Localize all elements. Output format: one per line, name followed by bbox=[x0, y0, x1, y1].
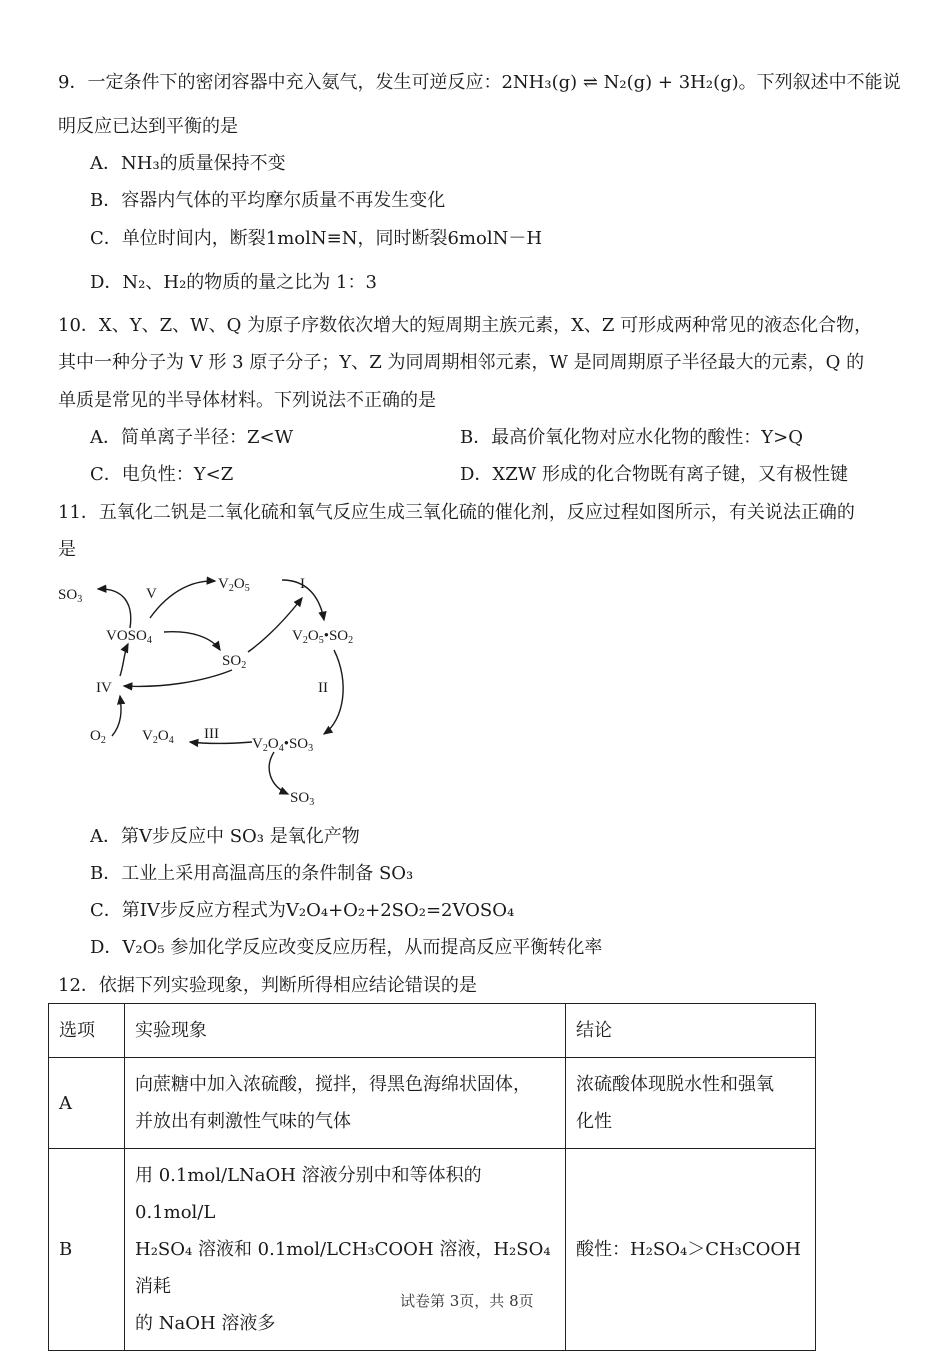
step-I: I bbox=[300, 576, 305, 592]
step-III: III bbox=[204, 726, 219, 742]
step-IV: IV bbox=[96, 680, 112, 696]
q10-option-a: A．简单离子半径：Z<W bbox=[90, 427, 294, 448]
row-b-phenomenon bbox=[125, 1149, 566, 1351]
label-v2o4: $V_2O_4$ bbox=[142, 728, 174, 746]
step-II: II bbox=[318, 680, 328, 696]
label-v2o5: $V_2O_5$ bbox=[218, 576, 250, 594]
table-row bbox=[49, 1149, 816, 1351]
header-phenomenon: 实验现象 bbox=[125, 1004, 566, 1058]
arrow-so2-to-iv bbox=[124, 670, 232, 686]
q12-stem: 12．依据下列实验现象，判断所得相应结论错误的是 bbox=[58, 975, 477, 996]
q11-option-d: D．V₂O₅ 参加化学反应改变反应历程，从而提高反应平衡转化率 bbox=[90, 937, 603, 958]
arrow-iv-to-vos bbox=[120, 644, 128, 676]
q11-stem-line2: 是 bbox=[58, 539, 76, 560]
q10-option-b: B．最高价氧化物对应水化物的酸性：Y>Q bbox=[460, 427, 803, 448]
q9-option-c: C．单位时间内，断裂1molN≡N，同时断裂6molN－H bbox=[90, 228, 543, 249]
label-so2: $SO_2$ bbox=[222, 653, 247, 671]
q9-stem-line2: 明反应已达到平衡的是 bbox=[58, 116, 238, 137]
q9-option-d: D．N₂、H₂的物质的量之比为 1：3 bbox=[90, 272, 377, 293]
row-b-option: B bbox=[49, 1149, 125, 1351]
label-v2o4-so3: $V_2O_4•SO_3$ bbox=[252, 736, 314, 754]
page-footer: 试卷第 3页，共 8页 bbox=[400, 1292, 534, 1310]
row-b-phenomenon-line3: 的 NaOH 溶液多 bbox=[135, 1313, 276, 1334]
q11-option-b: B．工业上采用高温高压的条件制备 SO₃ bbox=[90, 863, 414, 884]
row-b-phenomenon-line2: H₂SO₄ 溶液和 0.1mol/LCH₃COOH 溶液，H₂SO₄ 消耗 bbox=[135, 1239, 551, 1297]
row-a-phenomenon-line1: 向蔗糖中加入浓硫酸，搅拌，得黑色海绵状固体， bbox=[135, 1074, 531, 1095]
row-a-conclusion-line1: 浓硫酸体现脱水性和强氧 bbox=[576, 1074, 774, 1095]
q9-stem-line1 bbox=[58, 70, 901, 96]
q9-stem-part-a: 9．一定条件下的密闭容器中充入氨气，发生可逆反应： bbox=[58, 72, 502, 93]
q10-stem-line1: 10．X、Y、Z、W、Q 为原子序数依次增大的短周期主族元素，X、Z 可形成两种常见的液态化合物， bbox=[58, 315, 873, 336]
q9-option-a: A．NH₃的质量保持不变 bbox=[90, 153, 286, 174]
arrow-vos-to-v2o5 bbox=[150, 581, 215, 618]
row-a-conclusion bbox=[566, 1058, 816, 1149]
step-V: V bbox=[146, 586, 157, 602]
arrow-v2o4so3-to-so3 bbox=[269, 752, 288, 794]
label-o2: $O_2$ bbox=[90, 728, 106, 746]
q10-stem-line2: 其中一种分子为 V 形 3 原子分子；Y、Z 为同周期相邻元素，W 是同周期原子半径最大的元素，Q 的 bbox=[58, 352, 865, 373]
q10-stem-line3: 单质是常见的半导体材料。下列说法不正确的是 bbox=[58, 390, 436, 411]
table-row bbox=[49, 1058, 816, 1149]
q10-option-c: C．电负性：Y<Z bbox=[90, 464, 234, 485]
row-a-phenomenon-line2: 并放出有刺激性气味的气体 bbox=[135, 1111, 351, 1132]
row-b-conclusion: 酸性：H₂SO₄＞CH₃COOH bbox=[566, 1149, 816, 1351]
label-so3-bottom: $SO_3$ bbox=[290, 790, 315, 808]
row-a-phenomenon bbox=[125, 1058, 566, 1149]
catalytic-cycle-diagram bbox=[52, 572, 382, 812]
q9-option-b: B．容器内气体的平均摩尔质量不再发生变化 bbox=[90, 190, 446, 211]
q11-option-a: A．第V步反应中 SO₃ 是氧化产物 bbox=[90, 826, 360, 847]
q9-stem-part-b: 。下列叙述中不能说 bbox=[738, 72, 901, 93]
q11-option-c: C．第IV步反应方程式为V₂O₄+O₂+2SO₂=2VOSO₄ bbox=[90, 900, 515, 921]
q10-option-d: D．XZW 形成的化合物既有离子键，又有极性键 bbox=[460, 464, 848, 485]
label-vos: $VOSO_4$ bbox=[106, 628, 152, 646]
q9-equation: 2NH₃(g) ⇌ N₂(g) + 3H₂(g) bbox=[501, 72, 739, 93]
arrow-vos-to-so3 bbox=[98, 589, 131, 628]
row-a-option: A bbox=[49, 1058, 125, 1149]
q11-stem-line1: 11．五氧化二钒是二氧化硫和氧气反应生成三氧化硫的催化剂，反应过程如图所示，有关说法正确的 bbox=[58, 502, 855, 523]
arrow-o2-to-iv bbox=[112, 696, 121, 736]
label-so3-top: $SO_3$ bbox=[58, 587, 83, 605]
header-option: 选项 bbox=[49, 1004, 125, 1058]
table-header-row bbox=[49, 1004, 816, 1058]
row-b-phenomenon-line1: 用 0.1mol/LNaOH 溶液分别中和等体积的 0.1mol/L bbox=[135, 1165, 482, 1223]
label-v2o5-so2: $V_2O_5•SO_2$ bbox=[292, 628, 354, 646]
header-conclusion: 结论 bbox=[566, 1004, 816, 1058]
row-a-conclusion-line2: 化性 bbox=[576, 1111, 612, 1132]
arrow-vos-to-so2 bbox=[164, 632, 220, 650]
arrow-v2o4so3-to-v2o4 bbox=[190, 742, 252, 744]
